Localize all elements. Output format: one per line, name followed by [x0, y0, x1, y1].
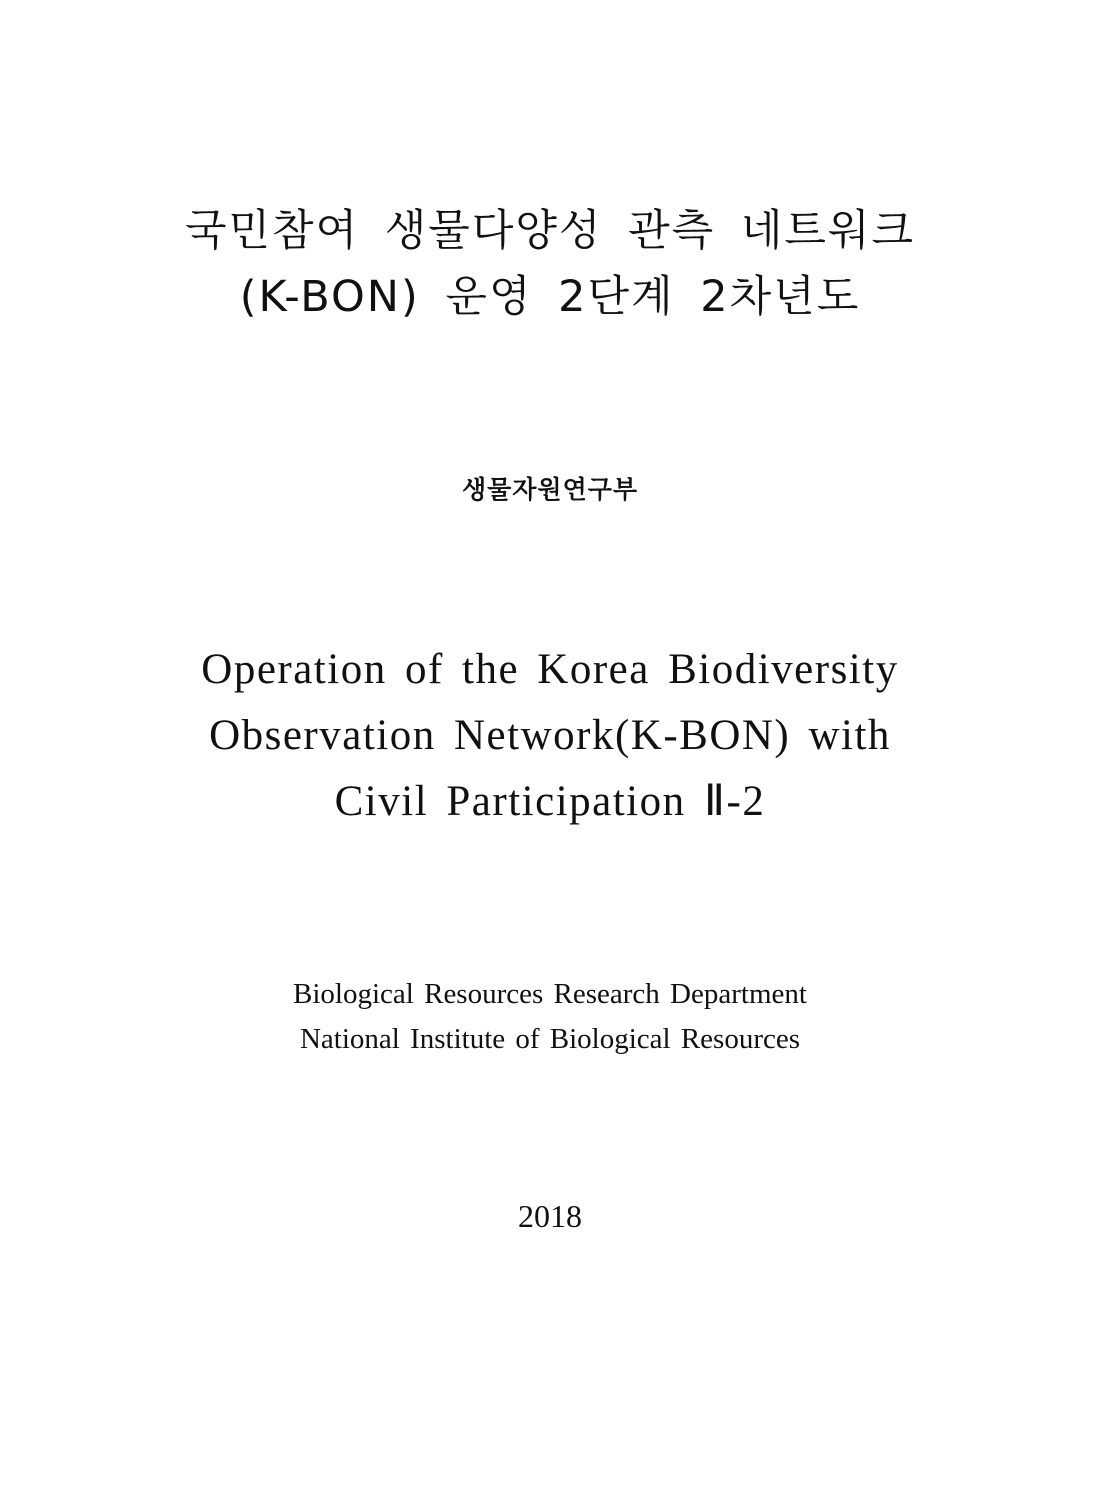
korean-title — [0, 198, 1100, 330]
english-title-line-3: Civil Participation Ⅱ-2 — [334, 778, 766, 825]
institute-name: National Institute of Biological Resources — [299, 1023, 801, 1055]
department-name: Biological Resources Research Department — [293, 978, 807, 1010]
english-title-line-1: Operation of the Korea Biodiversity — [201, 646, 899, 693]
korean-title-line-1: 국민참여 생물다양성 관측 네트워크 — [184, 206, 916, 256]
english-organization — [0, 972, 1100, 1062]
publication-year: 2018 — [518, 1198, 582, 1234]
korean-department: 생물자원연구부 — [461, 475, 639, 504]
korean-title-line-2: (K-BON) 운영 2단계 2차년도 — [239, 272, 861, 322]
english-title — [0, 637, 1100, 835]
english-title-line-2: Observation Network(K-BON) with — [209, 712, 891, 759]
